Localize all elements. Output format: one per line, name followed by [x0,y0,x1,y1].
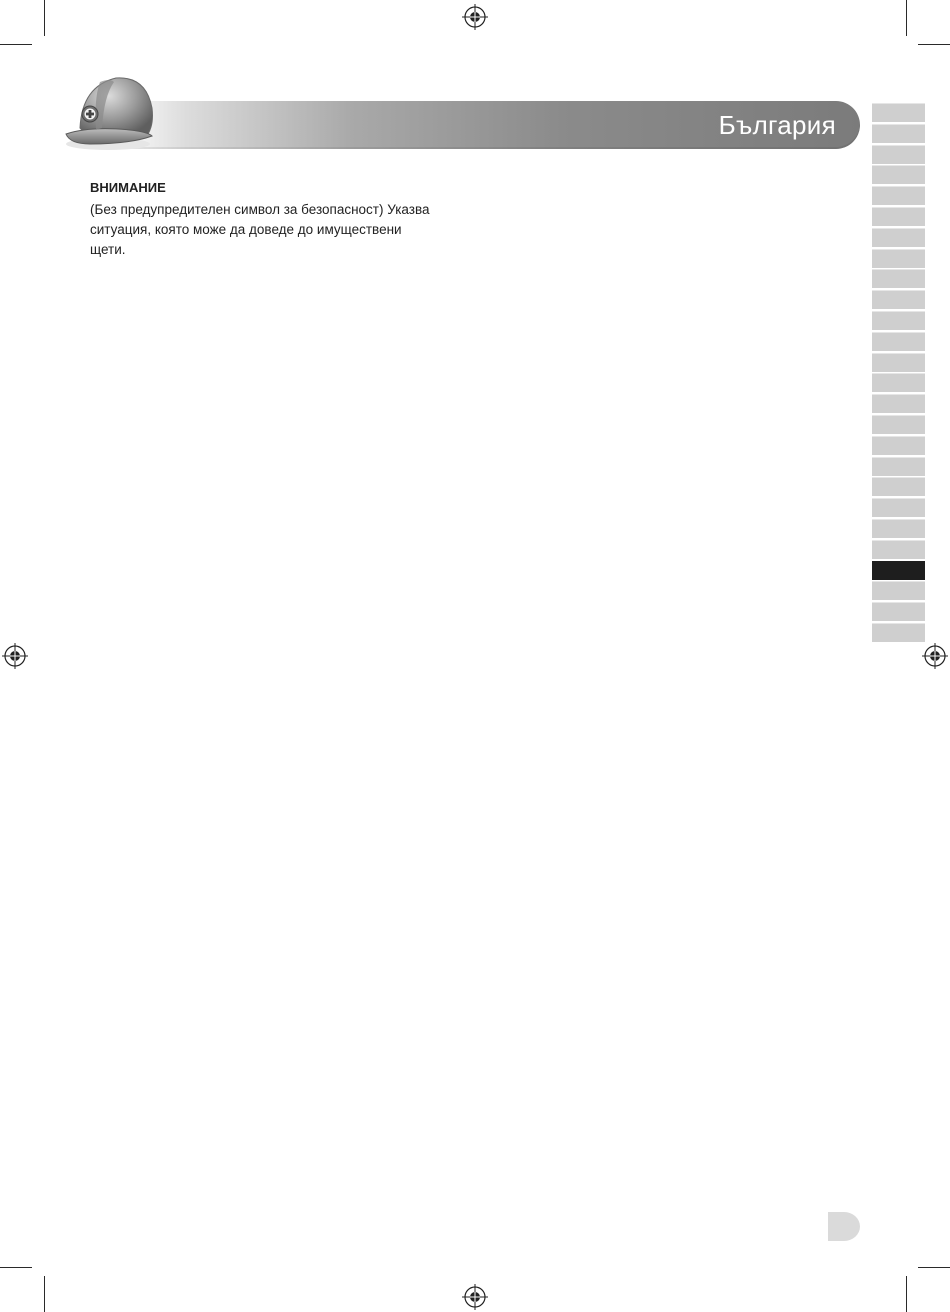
language-tab[interactable] [872,498,925,517]
language-tab[interactable] [872,124,925,143]
language-tab[interactable] [872,519,925,538]
crop-mark-bottom-right-v [906,1276,907,1312]
language-tab[interactable] [872,165,925,184]
body-line: щети. [90,242,126,257]
language-tab[interactable] [872,394,925,413]
registration-mark-icon [922,643,948,669]
language-tab-strip [872,103,925,644]
warning-section [90,180,470,260]
section-heading: ВНИМАНИЕ [90,180,166,195]
language-tab[interactable] [872,457,925,476]
language-tab[interactable] [872,415,925,434]
language-tab[interactable] [872,269,925,288]
crop-mark-top-left-h [0,44,32,45]
language-tab[interactable] [872,540,925,559]
language-tab[interactable] [872,477,925,496]
language-tab[interactable] [872,186,925,205]
body-line: ситуация, която може да доведе до имуществени [90,222,402,237]
crop-mark-top-right-h [918,44,950,45]
language-tab[interactable] [872,311,925,330]
header-banner [112,101,860,149]
language-tab[interactable] [872,228,925,247]
language-tab[interactable] [872,249,925,268]
language-tab[interactable] [872,332,925,351]
language-tab-active[interactable] [872,561,925,580]
registration-mark-icon [462,4,488,30]
language-tab[interactable] [872,103,925,122]
crop-mark-bottom-right-h [918,1267,950,1268]
language-tab[interactable] [872,581,925,600]
language-tab[interactable] [872,623,925,642]
page-marker [828,1212,860,1241]
language-tab[interactable] [872,436,925,455]
page-title: България [718,110,836,140]
crop-mark-top-right-v [906,0,907,36]
language-tab[interactable] [872,207,925,226]
hard-hat-icon [60,72,160,154]
registration-mark-icon [2,643,28,669]
section-body [90,200,470,260]
language-tab[interactable] [872,602,925,621]
body-line: (Без предупредителен символ за безопасност) Указва [90,202,430,217]
crop-mark-top-left-v [44,0,45,36]
crop-mark-bottom-left-h [0,1267,32,1268]
language-tab[interactable] [872,373,925,392]
language-tab[interactable] [872,353,925,372]
registration-mark-icon [462,1284,488,1310]
crop-mark-bottom-left-v [44,1276,45,1312]
language-tab[interactable] [872,290,925,309]
language-tab[interactable] [872,145,925,164]
